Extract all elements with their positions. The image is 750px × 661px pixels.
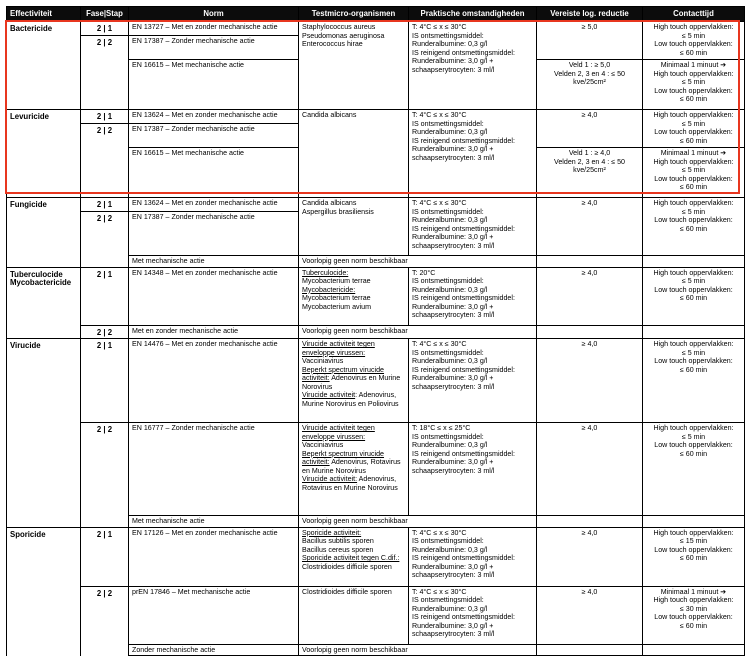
contact-cell (643, 148, 745, 198)
cell-line: ≤ 30 min (679, 604, 708, 613)
cell-line: IS ontsmettingsmiddel: (412, 207, 484, 216)
cell-line: Candida albicans (302, 199, 357, 207)
conditions-cell (409, 198, 537, 256)
cell-line: Runderalbumine: 0,3 g/l (412, 545, 488, 554)
cell-line: schaapserytrocyten: 3 ml/l (412, 65, 495, 74)
cell-line: Low touch oppervlakken: (654, 441, 733, 449)
norm-cell: EN 16777 – Zonder mechanische actie (129, 423, 299, 516)
cell-line: Runderalbumine: 3,0 g/l + (412, 302, 494, 311)
cell-line: High touch oppervlakken: (653, 268, 734, 277)
no-norm-note: Voorlopig geen norm beschikbaar (299, 516, 537, 528)
cell-line: IS ontsmettingsmiddel: (412, 537, 484, 545)
norm-cell: EN 14348 – Met en zonder mechanische actie (129, 267, 299, 325)
cell-line: High touch oppervlakken: (653, 340, 734, 348)
fase-cell: 2 | 1 (81, 339, 129, 423)
cell-line: Candida albicans (302, 111, 357, 119)
cell-line: T: 4°C ≤ x ≤ 30°C (412, 111, 467, 119)
cell-line: T: 4°C ≤ x ≤ 30°C (412, 587, 467, 596)
cell-line: schaapserytrocyten: 3 ml/l (412, 241, 495, 250)
fase-cell: 2 | 2 (81, 36, 129, 110)
reduction-cell (537, 148, 643, 198)
cell-line: High touch oppervlakken: (653, 424, 734, 432)
organisms-cell: Sporicide activiteit: Bacillus subtilis sporen Bacillus cereus sporen Sporicide activiteit tegen C.dif.: Clostridioides difficile sporen (299, 527, 409, 586)
cell-line: High touch oppervlakken: (653, 596, 734, 604)
organisms-cell: Virucide activiteit tegen enveloppe virussen: Vacciniavirus Beperkt spectrum virucide activiteit: Adenovirus en Murine Norovirus Virucide activiteit: Adenovirus, Murine Norovirus en Poliovirus (299, 339, 409, 423)
cell-line: ≤ 15 min (679, 537, 708, 545)
cell-line: Velden 2, 3 en 4 : ≤ 50 kve/25cm² (554, 157, 625, 174)
table-row (7, 325, 745, 339)
cell-line: Low touch oppervlakken: (654, 216, 733, 224)
cell-line: IS reinigend ontsmettingsmiddel: (412, 613, 515, 621)
cell-line: ≤ 5 min (681, 119, 706, 128)
conditions-cell (409, 22, 537, 110)
effectiveness-table (6, 6, 745, 656)
header-organismen: Testmicro-organismen (299, 7, 409, 22)
cell-line: IS reinigend ontsmettingsmiddel: (412, 449, 515, 458)
fase-cell: 2 | 1 (81, 110, 129, 124)
reduction-cell: ≥ 4,0 (537, 586, 643, 644)
cell-line: Runderalbumine: 0,3 g/l (412, 604, 488, 613)
conditions-cell (409, 110, 537, 198)
cell-line: Low touch oppervlakken: (654, 545, 733, 554)
contact-cell (643, 586, 745, 644)
cell-line: IS reinigend ontsmettingsmiddel: (412, 136, 515, 145)
organisms-cell (299, 110, 409, 198)
conditions-cell (409, 339, 537, 423)
cell-line: IS reinigend ontsmettingsmiddel: (412, 365, 515, 374)
organisms-cell (299, 22, 409, 110)
organisms-cell: Virucide activiteit tegen enveloppe virussen: Vacciniavirus Beperkt spectrum virucide activiteit: Adenovirus, Rotavirus en Murine Norovirus Virucide activiteit: Adenovirus, Rotavirus en Murine Norovirus (299, 423, 409, 516)
cell-line: Low touch oppervlakken: (654, 128, 733, 136)
fase-cell: 2 | 1 (81, 267, 129, 325)
cell-line: Pseudomonas aeruginosa (302, 31, 385, 40)
cell-line: ≤ 60 min (679, 183, 708, 191)
cell-line: Aspergillus brasiliensis (302, 207, 374, 216)
organisms-cell (299, 198, 409, 256)
norm-cell: EN 17126 – Met en zonder mechanische actie (129, 527, 299, 586)
conditions-cell (409, 527, 537, 586)
norm-cell: Zonder mechanische actie (129, 644, 299, 656)
no-norm-note: Voorlopig geen norm beschikbaar (299, 644, 537, 656)
cell-line: T: 18°C ≤ x ≤ 25°C (412, 424, 471, 432)
norm-cell: EN 16615 – Met mechanische actie (129, 60, 299, 110)
fase-cell: 2 | 2 (81, 586, 129, 656)
cell-line: Low touch oppervlakken: (654, 174, 733, 183)
cell-line: ≤ 60 min (679, 554, 708, 562)
cell-line: Runderalbumine: 0,3 g/l (412, 216, 488, 224)
cell-line: IS ontsmettingsmiddel: (412, 596, 484, 604)
organisms-cell: Clostridioides difficile sporen (299, 586, 409, 644)
cell-line: ≤ 5 min (681, 78, 706, 86)
cell-line: schaapserytrocyten: 3 ml/l (412, 382, 495, 391)
contact-cell (643, 423, 745, 516)
norm-cell: EN 17387 – Zonder mechanische actie (129, 124, 299, 148)
no-norm-note: Voorlopig geen norm beschikbaar (299, 256, 537, 268)
cell-line: T: 20°C (412, 268, 436, 277)
norm-cell: EN 17387 – Zonder mechanische actie (129, 212, 299, 256)
table-row (7, 198, 745, 212)
cell-line: High touch oppervlakken: (653, 199, 734, 207)
effectiviteit-levuricide: Levuricide (7, 110, 81, 198)
cell-line: IS ontsmettingsmiddel: (412, 348, 484, 357)
cell-line: Runderalbumine: 3,0 g/l + (412, 145, 494, 153)
norm-cell: Met mechanische actie (129, 256, 299, 268)
header-effectiviteit: Effectiviteit (7, 7, 81, 22)
effectiviteit-tuberculocide: Tuberculocide Mycobactericide (7, 267, 81, 339)
header-reductie: Vereiste log. reductie (537, 7, 643, 22)
effectiviteit-bactericide: Bactericide (7, 22, 81, 110)
fase-cell: 2 | 1 (81, 22, 129, 36)
cell-line: ≤ 60 min (679, 621, 708, 630)
cell-line: IS ontsmettingsmiddel: (412, 31, 484, 40)
cell-line: Minimaal 1 minuut ➔ (660, 61, 727, 69)
cell-line: Runderalbumine: 0,3 g/l (412, 128, 488, 136)
header-fase: Fase|Stap (81, 7, 129, 22)
fase-cell: 2 | 2 (81, 124, 129, 198)
cell-line: Runderalbumine: 3,0 g/l + (412, 458, 494, 466)
norm-cell: prEN 17846 – Met mechanische actie (129, 586, 299, 644)
cell-line: schaapserytrocyten: 3 ml/l (412, 571, 495, 579)
cell-line: schaapserytrocyten: 3 ml/l (412, 630, 495, 638)
table-row (7, 586, 745, 644)
table-row (7, 22, 745, 36)
cell-line: schaapserytrocyten: 3 ml/l (412, 153, 495, 162)
cell-line: ≤ 5 min (681, 166, 706, 174)
cell-line: Velden 2, 3 en 4 : ≤ 50 kve/25cm² (554, 69, 625, 86)
cell-line: Staphylococcus aureus (302, 23, 376, 31)
header-row (7, 7, 745, 22)
cell-line: ≤ 60 min (679, 224, 708, 233)
cell-line: IS ontsmettingsmiddel: (412, 277, 484, 285)
cell-line: Low touch oppervlakken: (654, 613, 733, 621)
reduction-cell: ≥ 4,0 (537, 527, 643, 586)
cell-line: High touch oppervlakken: (653, 69, 734, 78)
norm-cell: EN 17387 – Zonder mechanische actie (129, 36, 299, 60)
table-row (7, 423, 745, 516)
reduction-cell: ≥ 5,0 (537, 22, 643, 60)
cell-line: ≤ 5 min (681, 348, 706, 357)
cell-line: ≤ 5 min (681, 277, 706, 285)
norm-cell: EN 13624 – Met en zonder mechanische actie (129, 110, 299, 124)
cell-line: Minimaal 1 minuut ➔ (660, 149, 727, 157)
cell-line: IS reinigend ontsmettingsmiddel: (412, 48, 515, 57)
norm-cell: EN 14476 – Met en zonder mechanische actie (129, 339, 299, 423)
cell-line: ≤ 60 min (679, 294, 708, 302)
reduction-cell: ≥ 4,0 (537, 198, 643, 256)
header-praktische: Praktische omstandigheden (409, 7, 537, 22)
table-row (7, 110, 745, 124)
cell-line: Low touch oppervlakken: (654, 357, 733, 365)
contact-cell (643, 60, 745, 110)
contact-cell (643, 339, 745, 423)
cell-line: Low touch oppervlakken: (654, 86, 733, 95)
contact-cell (643, 527, 745, 586)
cell-line: ≤ 60 min (679, 365, 708, 374)
cell-line: IS reinigend ontsmettingsmiddel: (412, 554, 515, 562)
organisms-cell: Tuberculocide: Mycobacterium terrae Mycobactericide: Mycobacterium terrae Mycobacterium avium (299, 267, 409, 325)
cell-line: High touch oppervlakken: (653, 157, 734, 166)
effectiviteit-virucide: Virucide (7, 339, 81, 528)
cell-line: ≤ 5 min (681, 207, 706, 216)
cell-line: Runderalbumine: 0,3 g/l (412, 40, 488, 48)
cell-line: IS reinigend ontsmettingsmiddel: (412, 224, 515, 233)
norm-cell: EN 13624 – Met en zonder mechanische actie (129, 198, 299, 212)
cell-line: ≤ 60 min (679, 136, 708, 145)
cell-line: Runderalbumine: 0,3 g/l (412, 441, 488, 449)
norm-cell: EN 16615 – Met mechanische actie (129, 148, 299, 198)
cell-line: Runderalbumine: 3,0 g/l + (412, 621, 494, 630)
cell-line: Runderalbumine: 3,0 g/l + (412, 562, 494, 571)
cell-line: IS ontsmettingsmiddel: (412, 119, 484, 128)
reduction-cell (537, 60, 643, 110)
table-row (7, 527, 745, 586)
cell-line: High touch oppervlakken: (653, 111, 734, 119)
norm-cell: Met mechanische actie (129, 516, 299, 528)
cell-line: Minimaal 1 minuut ➔ (660, 587, 727, 596)
cell-line: T: 4°C ≤ x ≤ 30°C (412, 23, 467, 31)
cell-line: ≤ 60 min (679, 449, 708, 458)
fase-cell: 2 | 1 (81, 527, 129, 586)
cell-line: Low touch oppervlakken: (654, 40, 733, 48)
cell-line: Enterococcus hirae (302, 40, 363, 48)
cell-line: IS ontsmettingsmiddel: (412, 432, 484, 441)
reduction-cell: ≥ 4,0 (537, 110, 643, 148)
cell-line: Runderalbumine: 3,0 g/l + (412, 233, 494, 241)
fase-cell: 2 | 2 (81, 212, 129, 268)
reduction-cell: ≥ 4,0 (537, 339, 643, 423)
cell-line: Low touch oppervlakken: (654, 285, 733, 294)
fase-cell: 2 | 2 (81, 325, 129, 339)
table-row (7, 267, 745, 325)
cell-line: Runderalbumine: 3,0 g/l + (412, 374, 494, 382)
effectiviteit-fungicide: Fungicide (7, 198, 81, 268)
conditions-cell (409, 586, 537, 644)
cell-line: ≤ 60 min (679, 95, 708, 103)
table-row (7, 339, 745, 423)
contact-cell (643, 198, 745, 256)
fase-cell: 2 | 1 (81, 198, 129, 212)
header-contacttijd: Contacttijd (643, 7, 745, 22)
effectiviteit-sporicide: Sporicide (7, 527, 81, 656)
conditions-cell (409, 267, 537, 325)
reduction-cell: ≥ 4,0 (537, 267, 643, 325)
cell-line: IS reinigend ontsmettingsmiddel: (412, 294, 515, 302)
conditions-cell (409, 423, 537, 516)
cell-line: schaapserytrocyten: 3 ml/l (412, 466, 495, 475)
no-norm-note: Voorlopig geen norm beschikbaar (299, 325, 537, 339)
contact-cell (643, 267, 745, 325)
norm-cell: EN 13727 – Met en zonder mechanische actie (129, 22, 299, 36)
norm-cell: Met en zonder mechanische actie (129, 325, 299, 339)
cell-line: Veld 1 : ≥ 4,0 (568, 149, 611, 157)
cell-line: High touch oppervlakken: (653, 23, 734, 31)
reduction-cell: ≥ 4,0 (537, 423, 643, 516)
cell-line: T: 4°C ≤ x ≤ 30°C (412, 199, 467, 207)
cell-line: Veld 1 : ≥ 5,0 (568, 61, 611, 69)
contact-cell (643, 22, 745, 60)
cell-line: T: 4°C ≤ x ≤ 30°C (412, 528, 467, 537)
cell-line: Runderalbumine: 0,3 g/l (412, 357, 488, 365)
contact-cell (643, 110, 745, 148)
cell-line: ≤ 60 min (679, 48, 708, 57)
cell-line: Runderalbumine: 3,0 g/l + (412, 57, 494, 65)
cell-line: schaapserytrocyten: 3 ml/l (412, 311, 495, 319)
cell-line: T: 4°C ≤ x ≤ 30°C (412, 340, 467, 348)
cell-line: High touch oppervlakken: (653, 528, 734, 537)
cell-line: ≤ 5 min (681, 31, 706, 40)
cell-line: ≤ 5 min (681, 432, 706, 441)
fase-cell: 2 | 2 (81, 423, 129, 528)
cell-line: Runderalbumine: 0,3 g/l (412, 285, 488, 294)
header-norm: Norm (129, 7, 299, 22)
